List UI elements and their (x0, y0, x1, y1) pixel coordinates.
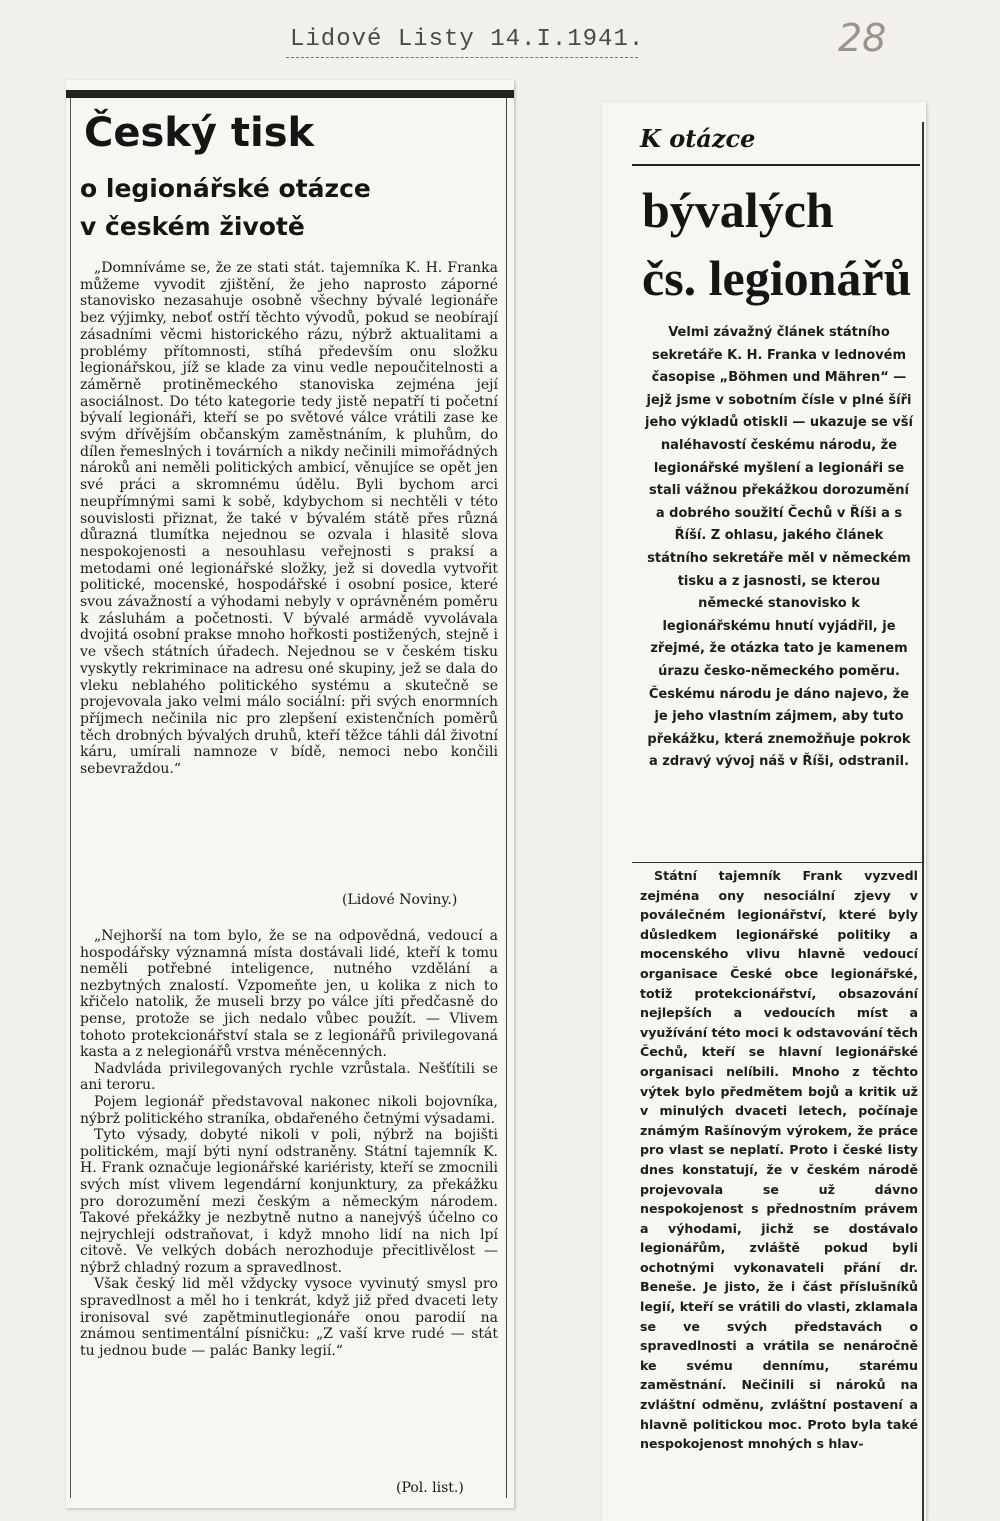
right-article-title-1: bývalých (642, 182, 834, 238)
right-newspaper-clipping (602, 102, 926, 1521)
handwritten-page-number: 28 (838, 16, 887, 60)
source-lidove-noviny: (Lidové Noviny.) (342, 892, 458, 908)
left-article-section-1 (80, 260, 498, 778)
right-column-rule (922, 122, 924, 1521)
right-article-title-2: čs. legionářů (642, 250, 912, 306)
left-article-subtitle-2: v českém životě (80, 212, 305, 241)
paragraph: „Nejhorší na tom bylo, že se na odpovědná, vedoucí a hospodářsky významná místa dostávali lidé, kteří k tomu neměli potřebné inteligence, nutného vzdělání a nezbytných znalostí. Vzpomeňte jen, u kolika z nich to křičelo natolik, že museli brzy po válce jíti předčasně do pense, protože se jich nedalo vůbec použít. — Vlivem tohoto protekcionářství stala se z legionářů privilegovaná kasta a z nelegionářů vrstva méněcenných. (80, 928, 498, 1061)
kicker-underline (632, 164, 920, 166)
right-article-body (640, 866, 918, 1454)
left-article-section-2 (80, 928, 498, 1359)
paragraph: Státní tajemník Frank vyzvedl zejména ony nesociální zjevy v poválečném legionářství, které byly důsledkem legionářské politiky a mocenského vlivu hlavně vedoucí organisace České obce legionářské, totiž protekcionářství, obsazování nejlepších a vedoucích míst a využívání této moci k odstavování těch Čechů, kteří se hlavní legionářské organisaci nelíbili. Mnoho z těchto výtek bylo předmětem bojů a kritik už v minulých dvaceti letech, počínaje známým Rašínovým výrokem, že práce pro vlast se neplatí. Proto i české listy dnes konstatují, že v českém národě projevovala se už dávno nespokojenost s přednostním právem a výhodami, jichž se dostávalo legionářům, zvláště pokud byli ochotnými vykonavateli přání dr. Beneše. Je jisto, že i část příslušníků legií, kteří se vrátili do vlasti, zklamala se ve svých představách o spravedlnosti a vrátila se nenáročně ke svému dennímu, starému zaměstnání. Nečinili si nároků na zvláštní odměnu, zvláštní postavení a hlavně politickou moc. Proto byla také nespokojenost mnohých s hlav- (640, 868, 918, 1452)
lead-separator (632, 862, 922, 863)
paragraph: „Domníváme se, že ze stati stát. tajemníka K. H. Franka můžeme vyvodit zjištění, že jeho naprosto záporné stanovisko nezasahuje osobně všechny bývalé legionáře bez výjimky, neboť ostří těchto vývodů, pokud se neobírají zásadními věcmi historického rázu, nýbrž aktualitami a problémy přítomnosti, stíhá především onu složku legionářskou, jíž se klade za vinu vedle nepoučitelnosti a záměrně protiněmeckého stanoviska zejména její asociálnost. Do této kategorie tedy jistě nepatří ti početní bývalí legionáři, kteří se po světové válce vrátili zase ke svým dřívějším občanským zaměstnáním, k pluhům, do dílen řemeslných i továrních a nikdy nečinili mimořádných nároků ani neměli politických ambicí, věnujíce se opět jen své práci a skromnému údělu. Byli bychom arci neupřímnými sami k sobě, kdybychom si nechtěli v této souvislosti přiznat, že také v bývalém státě přes různá důrazná tlumítka nejednou se ozvala i hlasitě slova nespokojenosti a nesouhlasu veřejnosti s praksí a metodami oné legionářské složky, jež si dovedla vytvořit politické, mocenské, hospodářské i osobní posice, které svou závažností a výhodami nebyly v oprávněném poměru k zásluhám a početnosti. V bývalé armádě vyvolávala dvojitá osobní prakse mnoho hořkosti postižených, stejně i ve všech státních úřadech. Nejednou se v českém tisku vyskytly rekriminace na adresu oné skupiny, jež se dala do vleku neblahého politického systému a skutečně se projevovala jako velmi málo sociální: při svých enormních příjmech nečinila nic pro zlepšení existenčních poměrů těch drobných bývalých druhů, kteří těžce táhli dál životní káru, umírali namnoze v bídě, nemoci nebo končili sebevraždou.“ (80, 260, 498, 778)
right-article-lead: Velmi závažný článek státního sekretáře K. H. Franka v lednovém časopise „Böhmen und Mähren“ — jejž jsme v sobotním čísle v plné šíři jeho výkladů otiskli — ukazuje se vší naléhavostí českému národu, že legionářské myšlení a legionáři se stali vážnou překážkou dorozumění a dobrého soužití Čechů v Říši a s Říší. Z ohlasu, jakého článek státního sekretáře měl v německém tisku a z jasnosti, se kterou německé stanovisko k legionářskému hnutí vyjádřil, je zřejmé, že otázka tato je kamenem úrazu česko-německého poměru. Českému národu je dáno najevo, že je jeho vlastním zájmem, aby tuto překážku, která znemožňuje pokrok a zdravý vývoj náš v Říši, odstranil. (645, 325, 913, 770)
left-article-title: Český tisk (84, 110, 315, 156)
paragraph: Nadvláda privilegovaných rychle vzrůstala. Nešťítili se ani teroru. (80, 1060, 498, 1094)
paragraph: Pojem legionář představoval nakonec nikoli bojovníka, nýbrž politického straníka, obdařeného četnými výsadami. (80, 1093, 498, 1127)
clipping-date-header: Lidové Listy 14.I.1941. (290, 26, 645, 53)
header-underline (286, 57, 638, 58)
right-article-kicker: K otázce (640, 124, 756, 153)
left-newspaper-clipping (66, 80, 514, 1508)
paragraph: Však český lid měl vždycky vysoce vyvinutý smysl pro spravedlnost a měl ho i tenkrát, když již před dvaceti lety ironisoval své zapětminutlegionáře onou parodií na známou sentimentální písničku: „Z vaší krve rudé — stát tu jednou bude — palác Banky legií.“ (80, 1276, 498, 1359)
left-column-rule (70, 98, 71, 1498)
top-black-rule (66, 90, 514, 98)
paragraph: Tyto výsady, dobyté nikoli v poli, nýbrž na bojišti politickém, mají býti nyní odstraněny. Státní tajemník K. H. Frank označuje legionářské kariéristy, kteří se zmocnili svých míst vlivem legendární konjunktury, za překážku pro dorozumění mezi českým a německým národem. Takové překážky je nezbytně nutno a nanejvýš účelno co nejrychleji odstraňovat, i když mnoho lidí na nich lpí citově. Ve velkých dobách nerozhoduje přecitlivělost — nýbrž chladný rozum a spravedlnost. (80, 1127, 498, 1276)
column-rule (506, 98, 507, 1498)
source-pol-list: (Pol. list.) (396, 1480, 464, 1496)
left-article-subtitle-1: o legionářské otázce (80, 174, 371, 203)
